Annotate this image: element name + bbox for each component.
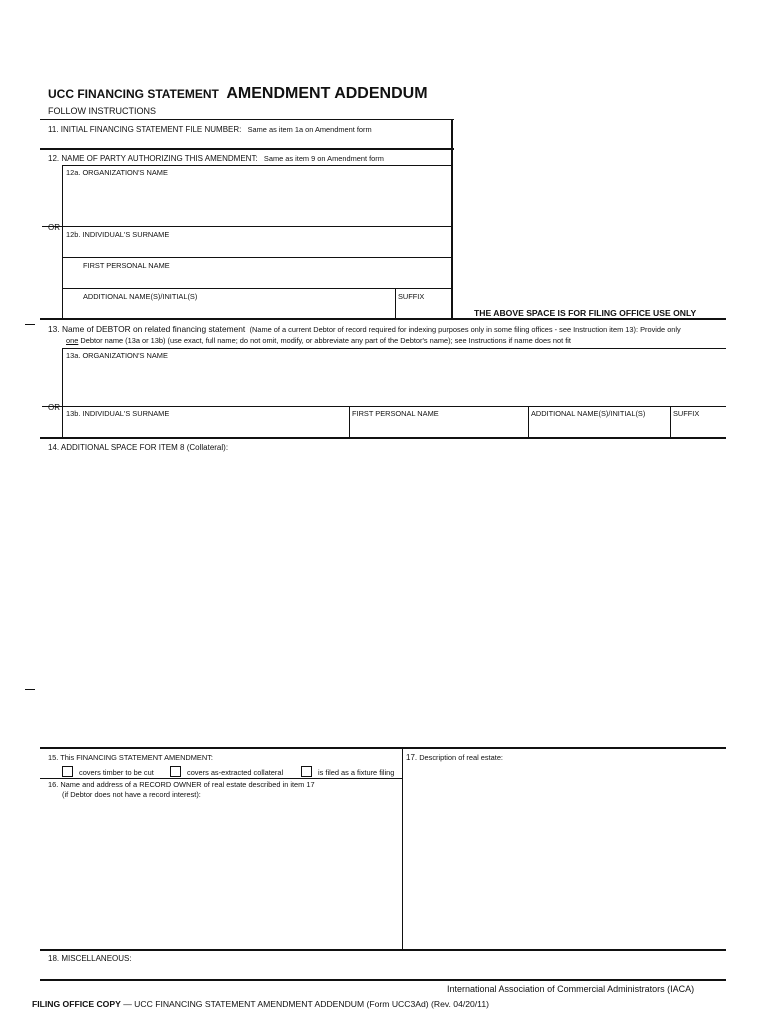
item12-suffix-label: SUFFIX: [398, 292, 425, 301]
timber-checkbox-label: covers timber to be cut: [79, 768, 154, 777]
filing-office-note: THE ABOVE SPACE IS FOR FILING OFFICE USE ONLY: [474, 308, 697, 318]
item12-first-name-label: FIRST PERSONAL NAME: [83, 261, 170, 270]
item16-record-owner-field[interactable]: [42, 802, 400, 947]
item16-note: (if Debtor does not have a record interest):: [62, 790, 201, 799]
item13-label: 13. Name of DEBTOR on related financing statement (Name of a current Debtor of record required for indexing purposes only in some filing offices - see Instruction item 13): Provide only: [48, 324, 681, 334]
as-extracted-checkbox[interactable]: [170, 766, 181, 777]
item17-real-estate-field[interactable]: [404, 765, 726, 947]
item12b-label: 12b. INDIVIDUAL'S SURNAME: [66, 230, 170, 239]
item12-or-label: OR: [48, 223, 60, 232]
form-title-large: AMENDMENT ADDENDUM: [226, 85, 428, 102]
item13-or-label: OR: [48, 403, 60, 412]
footer-organization: International Association of Commercial Administrators (IACA): [447, 984, 695, 994]
footer-form-line: [32, 999, 489, 1009]
item13-additional-name-label: ADDITIONAL NAME(S)/INITIAL(S): [531, 409, 646, 418]
as-extracted-checkbox-label: covers as-extracted collateral: [187, 768, 284, 777]
item11-label: 11. INITIAL FINANCING STATEMENT FILE NUMBER: Same as item 1a on Amendment form: [48, 125, 372, 134]
item12-first-name-field[interactable]: [64, 271, 449, 287]
item13-label-line2: one Debtor name (13a or 13b) (use exact, full name; do not omit, modify, or abbreviate any part of the Debtor's name); see Instructions if name does not fit: [66, 336, 571, 345]
item12a-organization-field[interactable]: [64, 178, 449, 225]
item13-first-name-field[interactable]: [351, 419, 526, 436]
item17-label: 17. Description of real estate:: [406, 753, 503, 762]
item13-additional-name-field[interactable]: [530, 419, 668, 436]
item13a-label: 13a. ORGANIZATION'S NAME: [66, 351, 168, 360]
timber-checkbox[interactable]: [62, 766, 73, 777]
item13-suffix-field[interactable]: [672, 419, 724, 436]
item12a-label: 12a. ORGANIZATION'S NAME: [66, 168, 168, 177]
item12b-surname-field[interactable]: [64, 240, 449, 256]
item15-label: 15. This FINANCING STATEMENT AMENDMENT:: [48, 753, 213, 762]
item12-additional-name-label: ADDITIONAL NAME(S)/INITIAL(S): [83, 292, 198, 301]
fixture-filing-checkbox[interactable]: [301, 766, 312, 777]
fixture-filing-checkbox-label: is filed as a fixture filing: [318, 768, 395, 777]
item13-first-name-label: FIRST PERSONAL NAME: [352, 409, 439, 418]
item14-collateral-field[interactable]: [42, 455, 726, 745]
footer-form-title: — UCC FINANCING STATEMENT AMENDMENT ADDENDUM (Form UCC3Ad) (Rev. 04/20/11): [123, 999, 489, 1009]
form-title: [48, 85, 428, 103]
item11-file-number-field[interactable]: [42, 121, 450, 148]
follow-instructions: FOLLOW INSTRUCTIONS: [48, 106, 157, 116]
item14-label: 14. ADDITIONAL SPACE FOR ITEM 8 (Collateral):: [48, 443, 229, 452]
item18-miscellaneous-field[interactable]: [42, 965, 726, 978]
footer-copy-label: FILING OFFICE COPY: [32, 999, 121, 1009]
item13a-organization-field[interactable]: [64, 361, 724, 405]
item18-label: 18. MISCELLANEOUS:: [48, 954, 132, 963]
item12-label: 12. NAME OF PARTY AUTHORIZING THIS AMENDMENT: Same as item 9 on Amendment form: [48, 154, 384, 163]
form-title-small: UCC FINANCING STATEMENT: [48, 87, 219, 101]
item12-suffix-field[interactable]: [397, 301, 449, 317]
item16-label: 16. Name and address of a RECORD OWNER of real estate described in item 17: [48, 780, 315, 789]
item13b-label: 13b. INDIVIDUAL'S SURNAME: [66, 409, 170, 418]
margin-tick-mark: [25, 324, 35, 325]
item12-additional-name-field[interactable]: [64, 301, 393, 317]
item13-suffix-label: SUFFIX: [673, 409, 700, 418]
item13b-surname-field[interactable]: [64, 419, 347, 436]
margin-tick-mark: [25, 689, 35, 690]
